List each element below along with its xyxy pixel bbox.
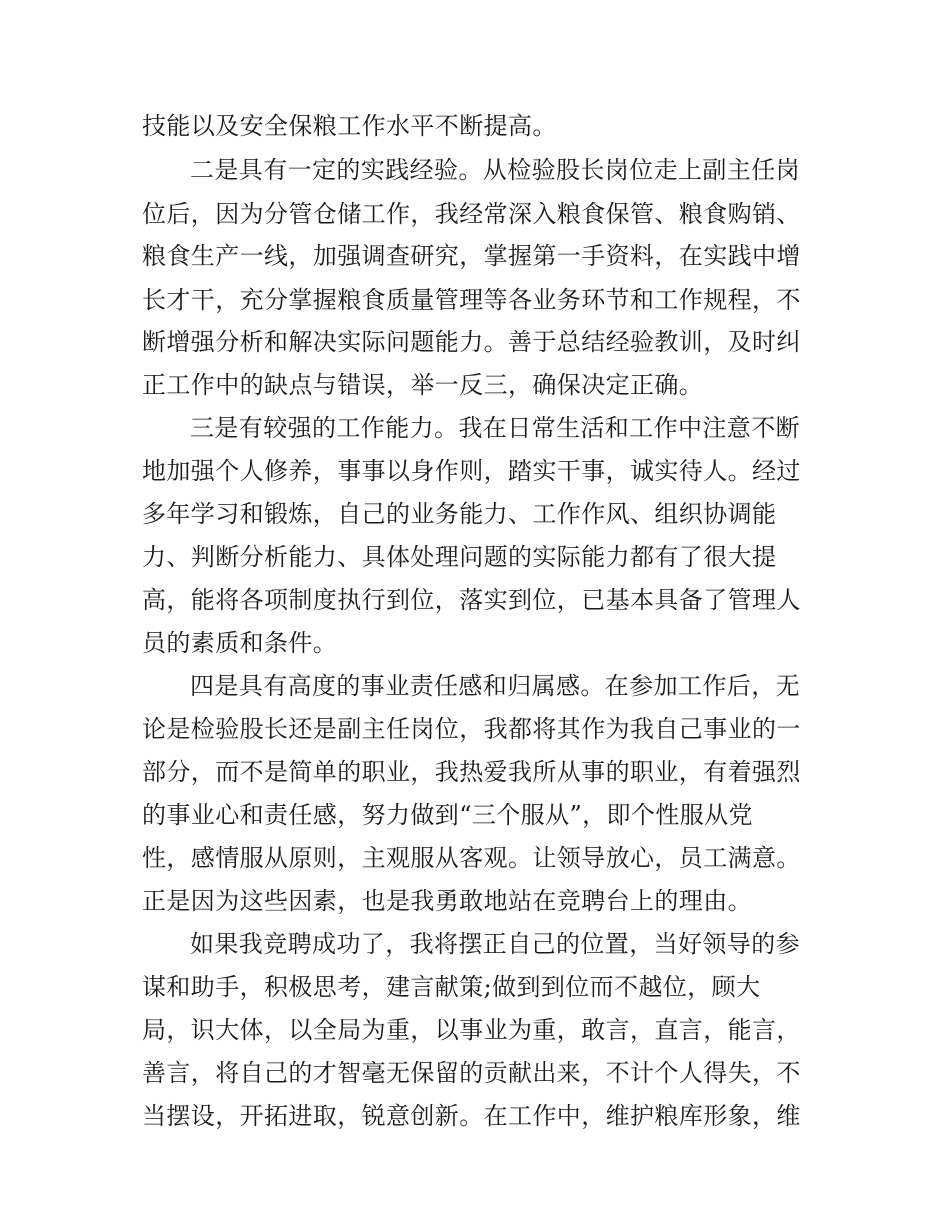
text-line: 当摆设，开拓进取，锐意创新。在工作中，维护粮库形象，维 (142, 1102, 801, 1130)
text-line: 正是因为这些因素，也是我勇敢地站在竞聘台上的理由。 (142, 887, 752, 915)
paragraph-first-line: 二是具有一定的实践经验。从检验股长岗位走上副主任岗 (190, 156, 800, 184)
text-line: 论是检验股长还是副主任岗位，我都将其作为我自己事业的一 (142, 715, 801, 743)
text-line: 高，能将各项制度执行到位，落实到位，已基本具备了管理人 (142, 586, 801, 614)
text-line: 长才干，充分掌握粮食质量管理等各业务环节和工作规程，不 (142, 286, 801, 314)
paragraph-first-line: 四是具有高度的事业责任感和归属感。在参加工作后，无 (190, 672, 800, 700)
paragraph-first-line: 如果我竞聘成功了，我将摆正自己的位置，当好领导的参 (190, 930, 800, 958)
text-line: 的事业心和责任感，努力做到“三个服从”，即个性服从党 (142, 801, 753, 829)
text-line: 正工作中的缺点与错误，举一反三，确保决定正确。 (142, 371, 704, 399)
text-line: 粮食生产一线，加强调查研究，掌握第一手资料，在实践中增 (142, 242, 801, 270)
text-line: 断增强分析和解决实际问题能力。善于总结经验教训，及时纠 (142, 328, 801, 356)
text-line: 部分，而不是简单的职业，我热爱我所从事的职业，有着强烈 (142, 758, 801, 786)
text-line: 位后，因为分管仓储工作，我经常深入粮食保管、粮食购销、 (142, 200, 801, 228)
text-line: 员的素质和条件。 (142, 629, 338, 657)
paragraph-first-line: 三是有较强的工作能力。我在日常生活和工作中注意不断 (190, 414, 800, 442)
text-line: 性，感情服从原则，主观服从客观。让领导放心，员工满意。 (142, 844, 801, 872)
text-line: 局，识大体，以全局为重，以事业为重，敢言，直言，能言， (142, 1016, 801, 1044)
text-line: 力、判断分析能力、具体处理问题的实际能力都有了很大提 (142, 543, 777, 571)
text-line: 多年学习和锻炼，自己的业务能力、工作作风、组织协调能 (142, 500, 777, 528)
text-line: 谋和助手，积极思考，建言献策;做到到位而不越位，顾大 (142, 973, 761, 1001)
text-line: 地加强个人修养，事事以身作则，踏实干事，诚实待人。经过 (142, 457, 801, 485)
text-line: 技能以及安全保粮工作水平不断提高。 (142, 112, 557, 140)
text-line: 善言，将自己的才智毫无保留的贡献出来，不计个人得失，不 (142, 1059, 801, 1087)
